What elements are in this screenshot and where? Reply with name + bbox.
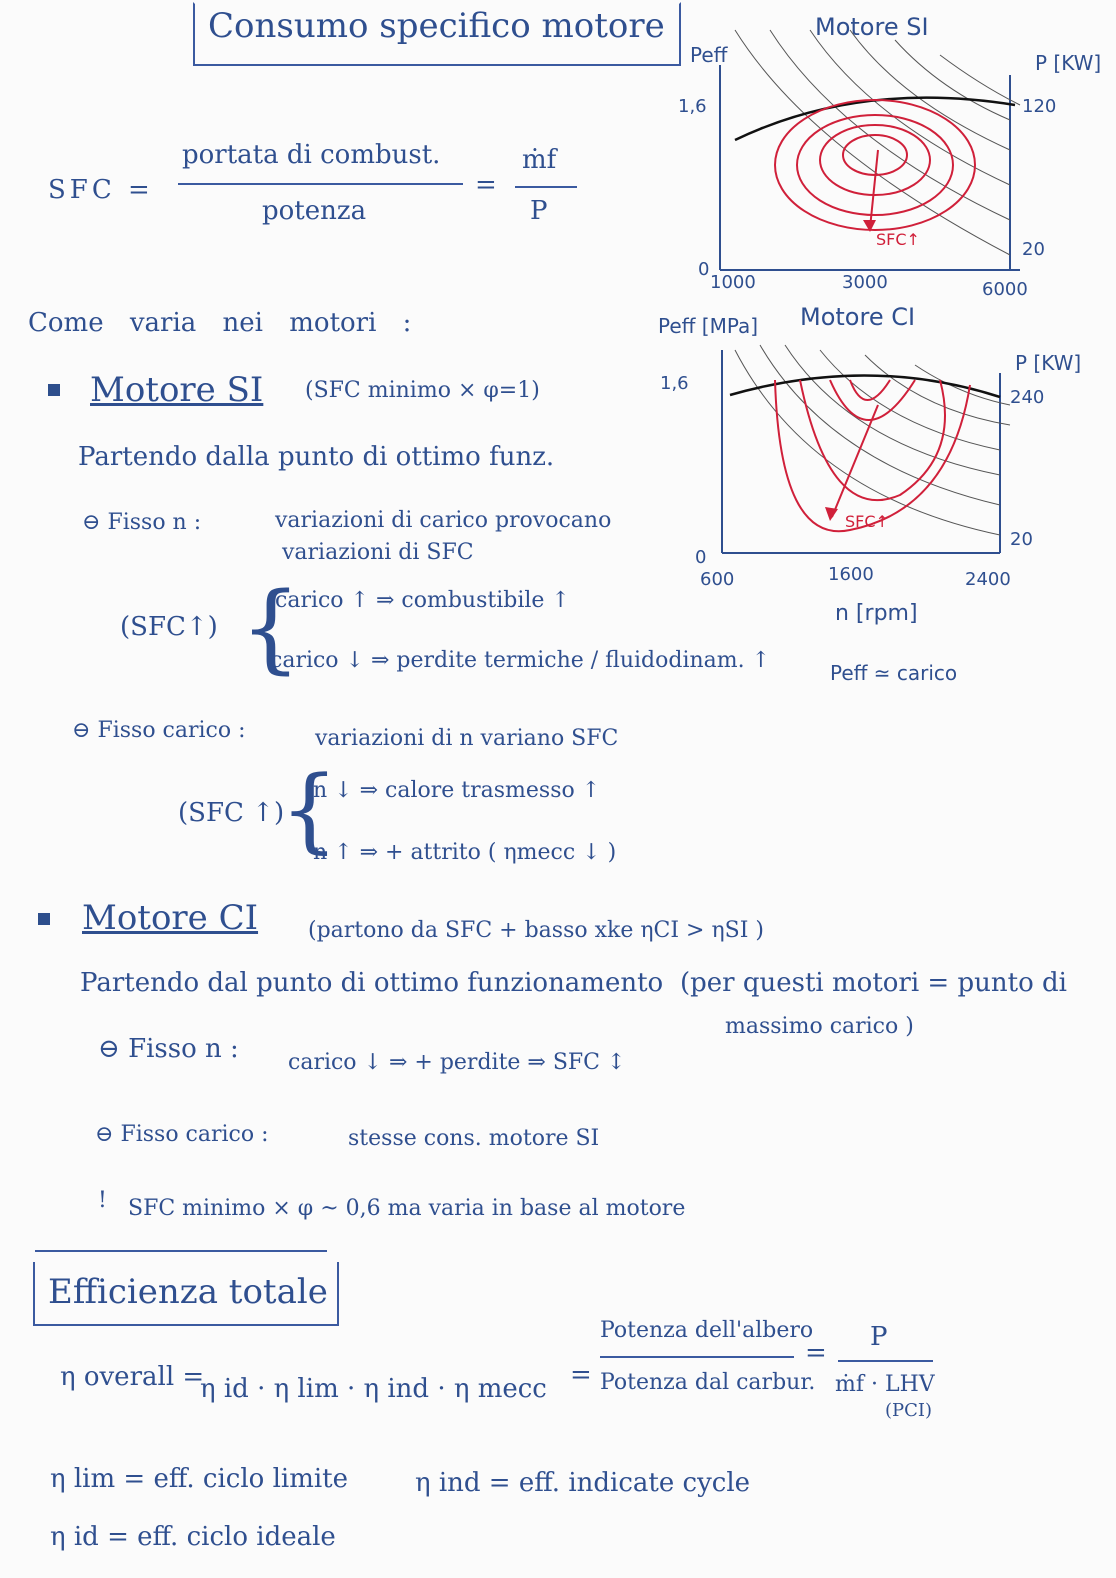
chart-si-title: Motore SI bbox=[815, 13, 929, 41]
chart-si-power-curve-3 bbox=[810, 30, 1010, 185]
chart-ci bbox=[650, 295, 1116, 695]
come-varia: Come varia nei motori : bbox=[28, 308, 412, 338]
bullet-si bbox=[48, 384, 60, 396]
eff-den2-sub: (PCI) bbox=[885, 1400, 933, 1421]
si-note: (SFC minimo × φ=1) bbox=[305, 378, 540, 403]
chart-si-sfc-contour-4 bbox=[775, 100, 975, 230]
si-fisso-carico-text: variazioni di n variano SFC bbox=[315, 726, 619, 751]
chart-si-ytick-bottom: 0 bbox=[698, 259, 710, 280]
chart-si-xtick-2: 6000 bbox=[982, 279, 1028, 300]
sfc-lhs: SFC = bbox=[48, 175, 154, 205]
si-line1: carico ↑ ⇒ combustibile ↑ bbox=[275, 588, 570, 613]
eff-def2: η ind = eff. indicate cycle bbox=[415, 1468, 751, 1498]
ci-fisso-carico-text: stesse cons. motore SI bbox=[348, 1126, 600, 1151]
eff-fraction-bar bbox=[600, 1356, 794, 1358]
eff-num: Potenza dell'albero bbox=[600, 1318, 814, 1343]
chart-si-xtick-1: 3000 bbox=[842, 272, 888, 293]
sfc-numerator: portata di combust. bbox=[182, 140, 441, 170]
eff-eq2: = bbox=[805, 1338, 827, 1368]
si-heading: Motore SI bbox=[90, 370, 264, 410]
ci-warning-icon: ! bbox=[98, 1188, 107, 1213]
si-brace-1: { bbox=[240, 572, 302, 684]
chart-ci-power-curve-4 bbox=[820, 350, 1000, 450]
ci-fisso-carico-label: Fisso carico : bbox=[120, 1122, 269, 1147]
chart-ci-note: Peff ≃ carico bbox=[830, 661, 958, 685]
bullet-ci bbox=[38, 913, 50, 925]
si-fisso-n-label: Fisso n : bbox=[107, 510, 202, 535]
chart-ci-xtick-0: 600 bbox=[700, 569, 735, 590]
chart-si-y2label: P [KW] bbox=[1035, 51, 1102, 75]
chart-si-y2tick-top: 120 bbox=[1022, 96, 1057, 117]
chart-ci-ytick-bottom: 0 bbox=[695, 547, 707, 568]
chart-ci-xtick-1: 1600 bbox=[828, 564, 874, 585]
chart-ci-title: Motore CI bbox=[800, 303, 916, 331]
eff-def1: η lim = eff. ciclo limite bbox=[50, 1464, 349, 1494]
si-fisso-carico: ⊖ Fisso carico : bbox=[72, 718, 246, 743]
ci-warning: SFC minimo × φ ~ 0,6 ma varia in base al motore bbox=[128, 1196, 686, 1221]
chart-si-ylabel: Peff bbox=[690, 43, 728, 67]
chart-si-power-curve-4 bbox=[850, 30, 1010, 150]
sfc-denominator: potenza bbox=[262, 196, 367, 226]
chart-ci-xtick-2: 2400 bbox=[965, 569, 1011, 590]
chart-ci-y2tick-bottom: 20 bbox=[1010, 529, 1033, 550]
si-fisso-n: ⊖ Fisso n : bbox=[82, 510, 202, 535]
eff-product: η id · η lim · η ind · η mecc bbox=[200, 1374, 547, 1404]
page-title: Consumo specifico motore bbox=[208, 6, 665, 46]
chart-ci-annotation: SFC↑ bbox=[845, 512, 889, 531]
eff-title: Efficienza totale bbox=[48, 1272, 328, 1312]
sfc-den2: P bbox=[530, 196, 548, 226]
sfc-fraction-bar2 bbox=[515, 186, 577, 188]
si-sfc-up2: (SFC ↑) bbox=[178, 798, 285, 828]
chart-si-xtick-0: 1000 bbox=[710, 272, 756, 293]
eff-den2: ṁf · LHV bbox=[835, 1372, 935, 1397]
ci-note: (partono da SFC + basso xke ηCI > ηSI ) bbox=[308, 918, 764, 943]
ci-fisso-n-text: carico ↓ ⇒ + perdite ⇒ SFC ↕ bbox=[288, 1050, 626, 1075]
eff-lhs: η overall = bbox=[60, 1362, 205, 1392]
chart-si-sfc-arrow bbox=[870, 150, 878, 228]
si-sfc-up: (SFC↑) bbox=[120, 612, 218, 642]
ci-fisso-n: ⊖ Fisso n : bbox=[98, 1034, 239, 1064]
chart-ci-power-curve-1 bbox=[735, 350, 1000, 535]
ci-paren1: (per questi motori = punto di bbox=[680, 968, 1067, 998]
chart-si-y2tick-bottom: 20 bbox=[1022, 239, 1045, 260]
ci-fisso-carico: ⊖ Fisso carico : bbox=[95, 1122, 269, 1147]
ci-paren2: massimo carico ) bbox=[725, 1014, 914, 1039]
eff-den: Potenza dal carbur. bbox=[600, 1370, 816, 1395]
chart-si-annotation: SFC↑ bbox=[876, 230, 920, 249]
chart-ci-sfc-arrowhead bbox=[825, 507, 838, 521]
eff-title-topline bbox=[35, 1250, 327, 1252]
chart-si-power-curve-2 bbox=[770, 30, 1010, 220]
sfc-fraction-bar bbox=[178, 183, 463, 185]
si-intro: Partendo dalla punto di ottimo funz. bbox=[78, 442, 555, 472]
chart-ci-xlabel: n [rpm] bbox=[835, 601, 918, 626]
chart-ci-y2tick-top: 240 bbox=[1010, 387, 1045, 408]
ci-heading: Motore CI bbox=[82, 898, 259, 938]
chart-ci-sfc-contour-2 bbox=[830, 380, 915, 420]
chart-si-ytick-top: 1,6 bbox=[678, 96, 707, 117]
sfc-num2: ṁf bbox=[522, 145, 557, 175]
si-brace-2: { bbox=[280, 756, 339, 863]
chart-si-power-curve-5 bbox=[895, 40, 1010, 120]
chart-ci-power-curve-6 bbox=[915, 365, 1010, 405]
chart-ci-y2label: P [KW] bbox=[1015, 351, 1082, 375]
si-fisso-n-text2: variazioni di SFC bbox=[282, 540, 474, 565]
ci-intro: Partendo dal punto di ottimo funzionamento bbox=[80, 968, 664, 998]
chart-ci-power-curve-3 bbox=[785, 345, 1000, 475]
si-line3: n ↓ ⇒ calore trasmesso ↑ bbox=[313, 778, 601, 803]
eff-def3: η id = eff. ciclo ideale bbox=[50, 1522, 336, 1552]
chart-ci-ylabel: Peff [MPa] bbox=[658, 314, 759, 338]
si-fisso-n-text1: variazioni di carico provocano bbox=[275, 508, 612, 533]
eff-num2: P bbox=[870, 1322, 888, 1352]
sfc-eq: = bbox=[475, 170, 497, 200]
chart-si bbox=[660, 0, 1116, 300]
ci-fisso-n-label: Fisso n : bbox=[128, 1034, 239, 1064]
si-line4: n ↑ ⇒ + attrito ( ηmecc ↓ ) bbox=[313, 840, 617, 865]
si-line2: carico ↓ ⇒ perdite termiche / fluidodinam. ↑ bbox=[270, 648, 771, 673]
eff-eq: = bbox=[570, 1360, 592, 1390]
si-fisso-carico-label: Fisso carico : bbox=[97, 718, 246, 743]
eff-fraction-bar2 bbox=[838, 1360, 933, 1362]
chart-si-max-curve bbox=[735, 98, 1015, 140]
chart-ci-ytick-top: 1,6 bbox=[660, 373, 689, 394]
